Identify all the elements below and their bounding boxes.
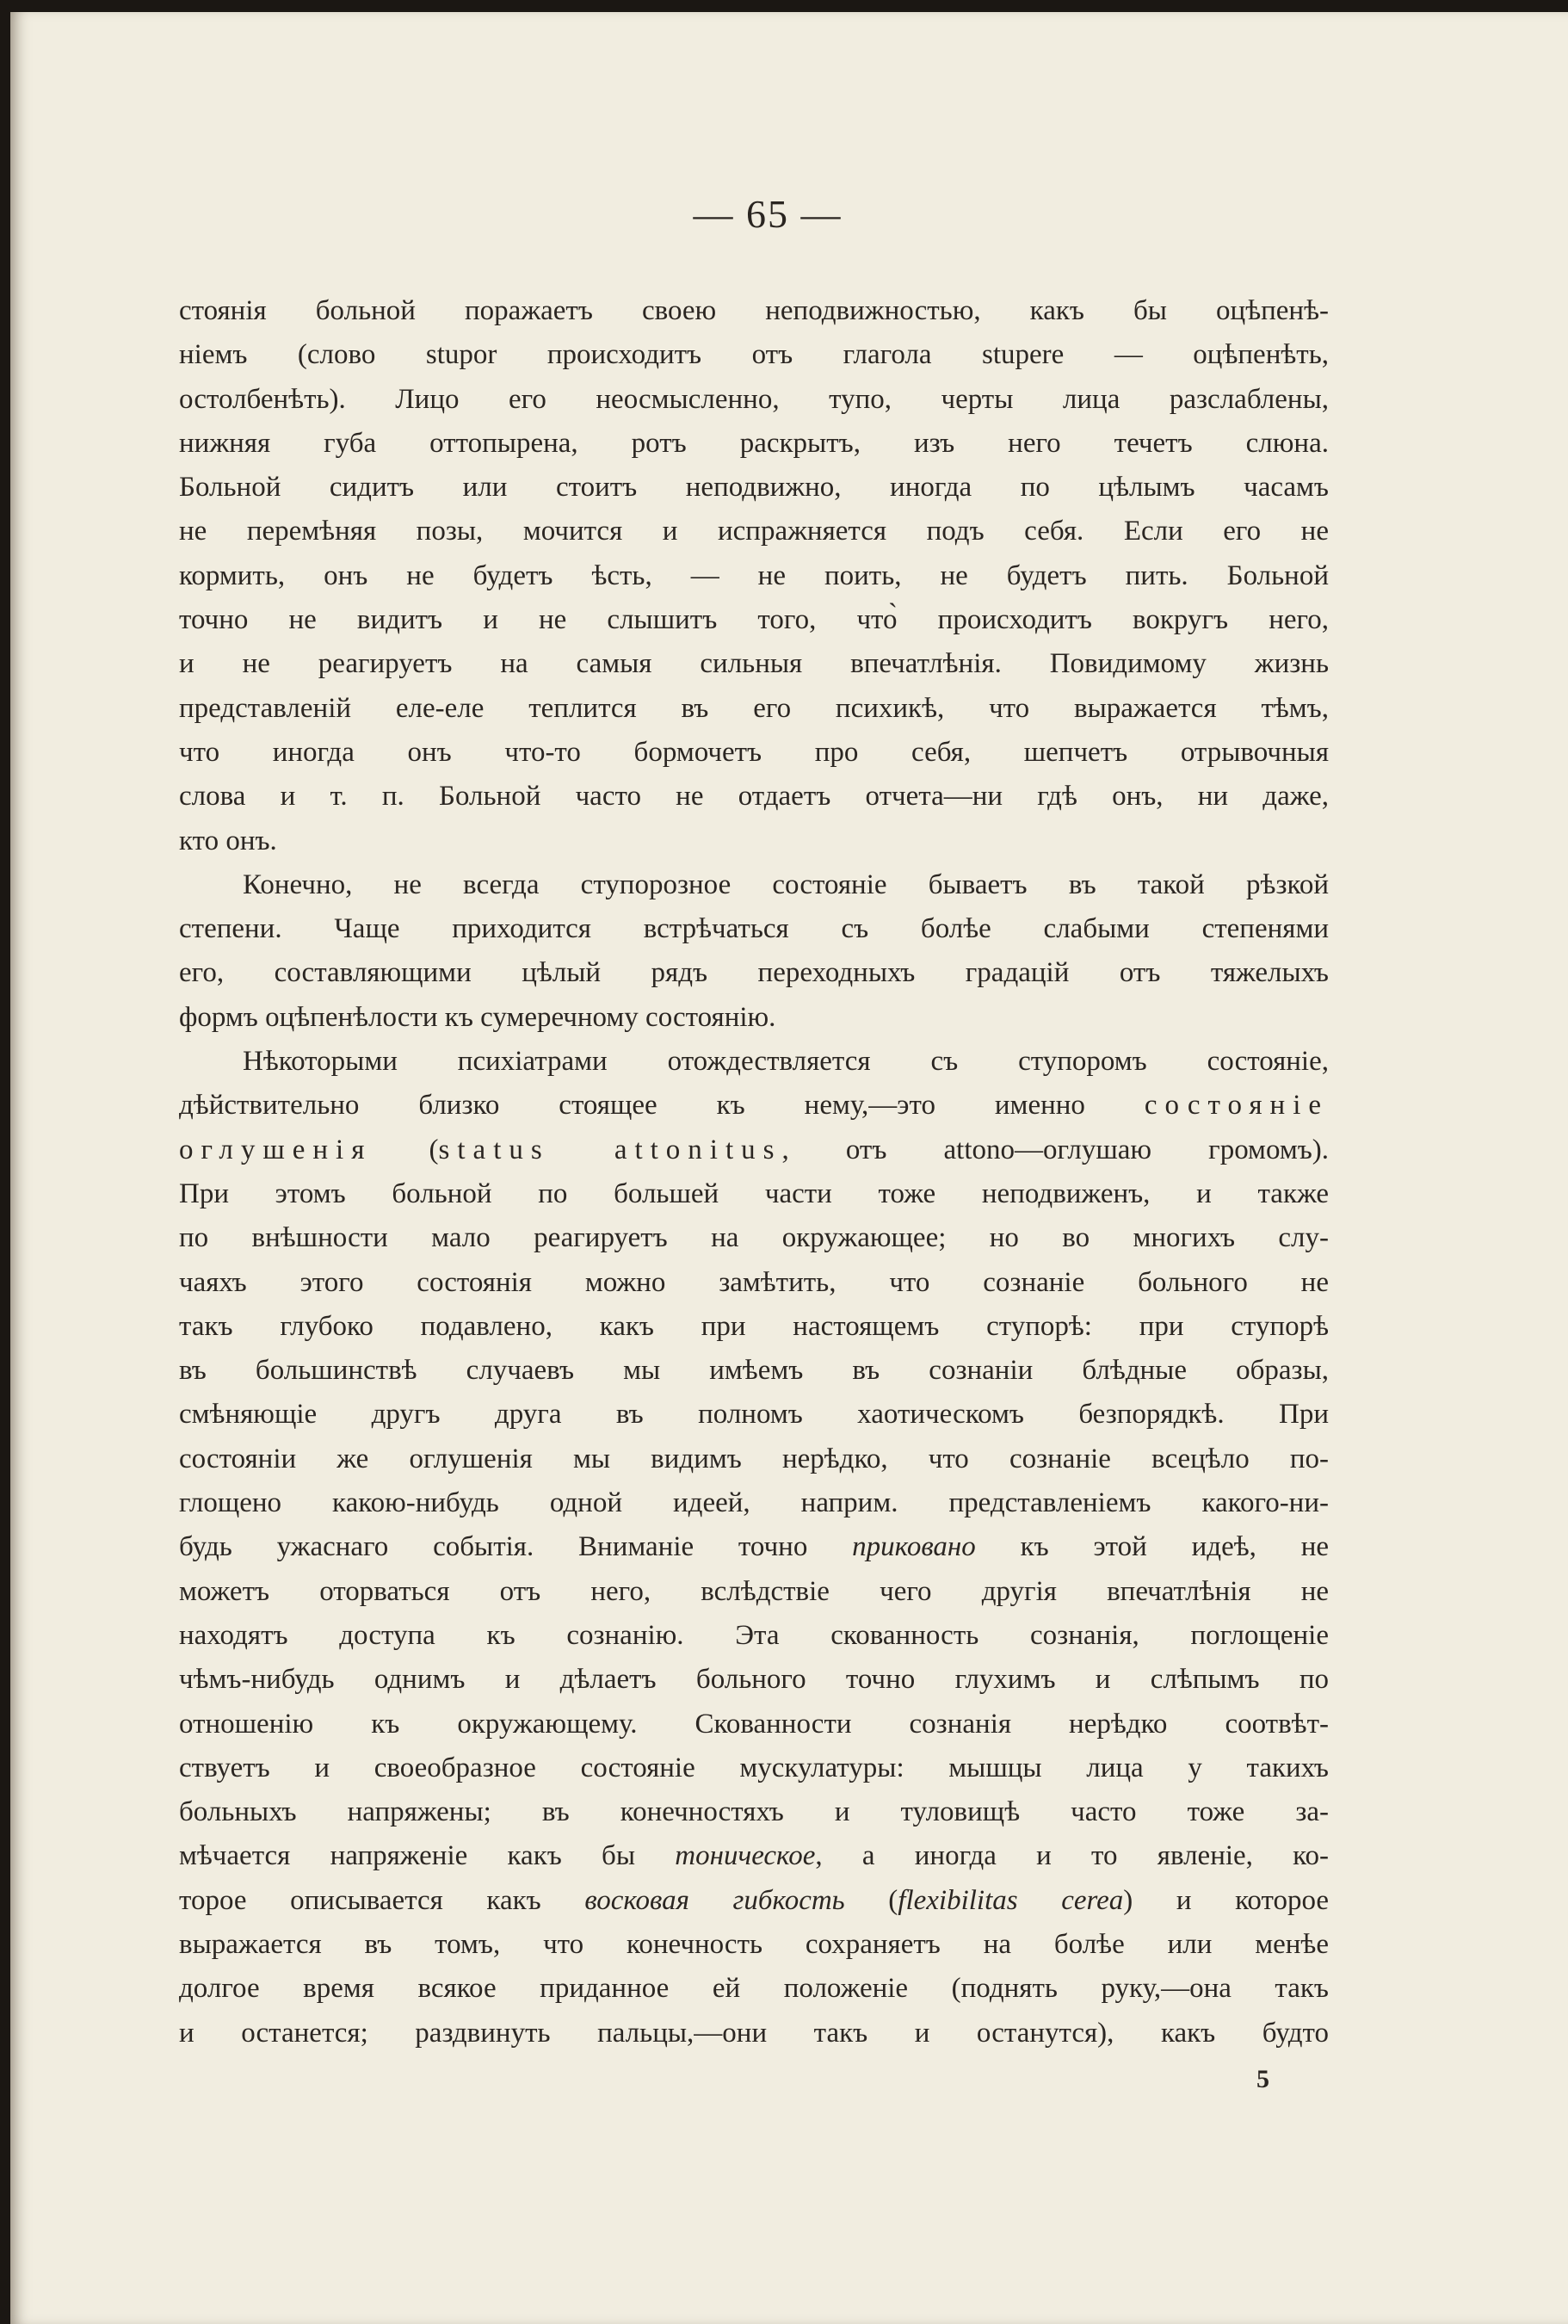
- text-line: отношенію къ окружающему. Скованности сознанія нерѣдко соотвѣт-: [179, 1708, 1329, 1740]
- text-line: представленій еле-еле теплится въ его психикѣ, что выражается тѣмъ,: [179, 692, 1329, 724]
- text-line: чѣмъ-нибудь однимъ и дѣлаетъ больного точно глухимъ и слѣпымъ по: [179, 1664, 1329, 1696]
- text-line: такъ глубоко подавлено, какъ при настоящемъ ступорѣ: при ступорѣ: [179, 1310, 1329, 1342]
- text-line: [179, 1879, 1329, 1923]
- text-line: и останется; раздвинуть пальцы,—они такъ и останутся), какъ будто: [179, 2017, 1329, 2049]
- text-run: , отъ attono—оглушаю громомъ).: [781, 1134, 1329, 1165]
- text-line: [179, 1128, 1329, 1172]
- text-line: можетъ оторваться отъ него, вслѣдствіе чего другія впечатлѣнія не: [179, 1575, 1329, 1607]
- body-text: [179, 289, 1329, 2055]
- text-line: стоянія больной поражаетъ своею неподвижностью, какъ бы оцѣпенѣ-: [179, 295, 1329, 326]
- italic-term: приковано: [852, 1531, 976, 1563]
- text-run: дѣйствительно близко стоящее къ нему,—это именно: [179, 1090, 1085, 1122]
- text-line: ніемъ (слово stupor происходитъ отъ глагола stupere — оцѣпенѣть,: [179, 339, 1329, 371]
- text-line: что иногда онъ что-то бормочетъ про себя, шепчетъ отрывочныя: [179, 736, 1329, 768]
- text-run: ) и которое: [1123, 1884, 1329, 1916]
- text-line: находятъ доступа къ сознанію. Эта скованность сознанія, поглощеніе: [179, 1619, 1329, 1651]
- text-line: чаяхъ этого состоянія можно замѣтить, что сознаніе больного не: [179, 1266, 1329, 1298]
- text-run: , а иногда и то явленіе, ко-: [815, 1840, 1329, 1872]
- text-line: [179, 1084, 1329, 1128]
- signature-mark: 5: [1256, 2065, 1269, 2093]
- text-run: (: [429, 1134, 439, 1165]
- text-run: (: [888, 1884, 898, 1916]
- text-line: слова и т. п. Больной часто не отдаетъ отчета—ни гдѣ онъ, ни даже,: [179, 781, 1329, 813]
- text-line: кто онъ.: [179, 825, 277, 856]
- spaced-term: оглушенія: [179, 1134, 373, 1165]
- text-line: больныхъ напряжены; въ конечностяхъ и туловищѣ часто тоже за-: [179, 1796, 1329, 1828]
- italic-term: flexibilitas cerea: [898, 1884, 1124, 1916]
- text-line: выражается въ томъ, что конечность сохраняетъ на болѣе или менѣе: [179, 1928, 1329, 1960]
- text-line: смѣняющіе другъ друга въ полномъ хаотическомъ безпорядкѣ. При: [179, 1399, 1329, 1431]
- text-line: и не реагируетъ на самыя сильныя впечатлѣнія. Повидимому жизнь: [179, 648, 1329, 680]
- text-run: мѣчается напряженіе какъ бы: [179, 1840, 635, 1872]
- page-number-header: — 65 —: [693, 192, 843, 236]
- italic-term: восковая гибкость: [584, 1884, 845, 1916]
- text-run: торое описывается какъ: [179, 1884, 541, 1916]
- text-line: Больной сидитъ или стоитъ неподвижно, иногда по цѣлымъ часамъ: [179, 472, 1329, 504]
- text-line: кормить, онъ не будетъ ѣсть, — не поить, не будетъ пить. Больной: [179, 559, 1329, 591]
- text-line: состояніи же оглушенія мы видимъ нерѣдко, что сознаніе всецѣло по-: [179, 1443, 1329, 1474]
- text-line: въ большинствѣ случаевъ мы имѣемъ въ сознаніи блѣдные образы,: [179, 1355, 1329, 1387]
- text-line: степени. Чаще приходится встрѣчаться съ болѣе слабыми степенями: [179, 913, 1329, 945]
- text-line: долгое время всякое приданное ей положеніе (поднять руку,—она такъ: [179, 1973, 1329, 2005]
- text-line: Нѣкоторыми психіатрами отождествляется съ ступоромъ состояніе,: [243, 1046, 1329, 1078]
- spaced-term: status attonitus: [438, 1134, 782, 1165]
- text-line: ствуетъ и своеобразное состояніе мускулатуры: мышцы лица у такихъ: [179, 1752, 1329, 1783]
- text-line: не перемѣняя позы, мочится и испражняется подъ себя. Если его не: [179, 516, 1329, 547]
- text-line: его, составляющими цѣлый рядъ переходныхъ градацій отъ тяжелыхъ: [179, 957, 1329, 989]
- spaced-term: состояніе: [1144, 1090, 1329, 1122]
- text-run: къ этой идеѣ, не: [1020, 1531, 1329, 1563]
- italic-term: тоническое: [675, 1840, 816, 1872]
- book-page: [10, 12, 1568, 2324]
- text-line: глощено какою-нибудь одной идеей, наприм. представленіемъ какого-ни-: [179, 1487, 1329, 1519]
- text-line: [179, 1525, 1329, 1569]
- text-line: [179, 1834, 1329, 1878]
- text-line: При этомъ больной по большей части тоже неподвиженъ, и также: [179, 1177, 1329, 1209]
- text-line: точно не видитъ и не слышитъ того, что̀ происходитъ вокругъ него,: [179, 604, 1329, 636]
- text-run: будь ужаснаго событія. Вниманіе точно: [179, 1531, 808, 1563]
- text-line: нижняя губа оттопырена, ротъ раскрытъ, изъ него течетъ слюна.: [179, 427, 1329, 459]
- text-line: Конечно, не всегда ступорозное состояніе бываетъ въ такой рѣзкой: [243, 868, 1329, 900]
- text-line: формъ оцѣпенѣлости къ сумеречному состоянію.: [179, 1001, 776, 1033]
- text-line: по внѣшности мало реагируетъ на окружающее; но во многихъ слу-: [179, 1222, 1329, 1254]
- text-line: остолбенѣть). Лицо его неосмысленно, тупо, черты лица разслаблены,: [179, 383, 1329, 415]
